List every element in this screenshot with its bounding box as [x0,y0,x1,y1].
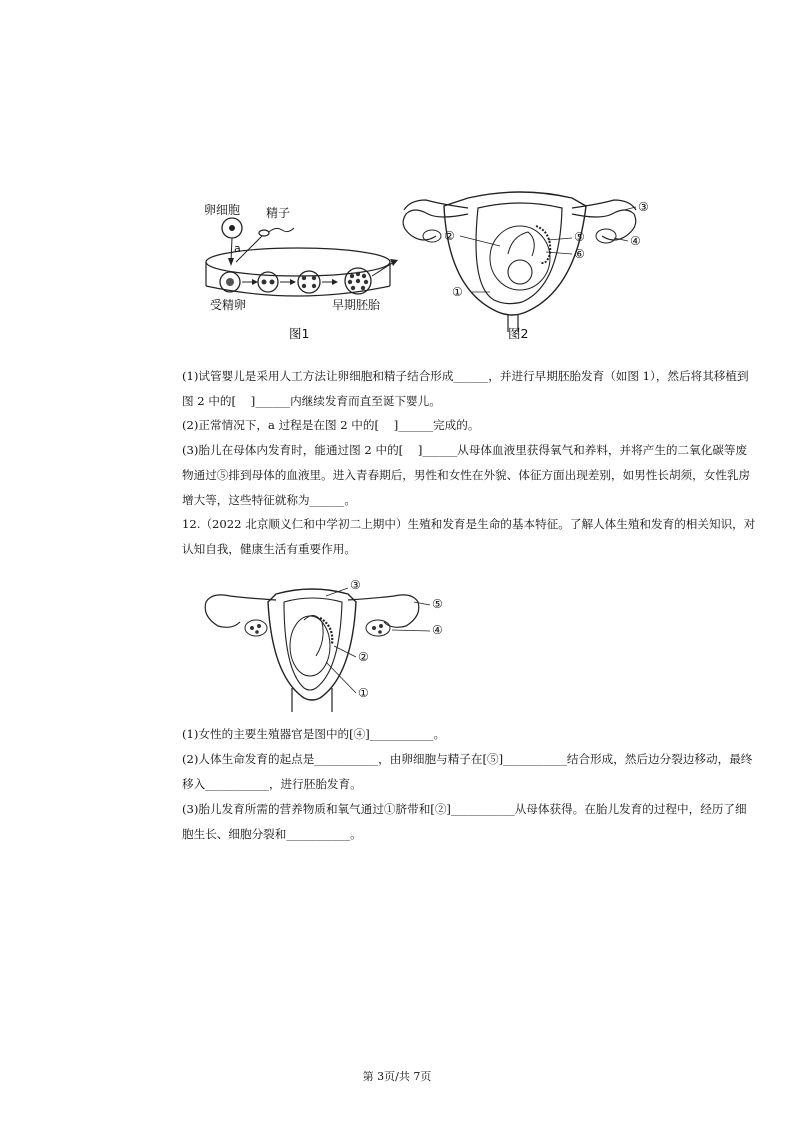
q11-part-2: (2)正常情况下，a 过程是在图 2 中的[ ]______完成的。 [182,418,480,432]
fig2-marker-1: ① [452,285,463,299]
figure-1-caption: 图1 [289,326,310,341]
figure-2-caption: 图2 [508,326,529,341]
page-number-footer: 第 3页/共 7页 [362,1070,432,1083]
fig2-marker-6: ⑥ [574,247,585,261]
fig2-marker-3: ③ [638,200,649,214]
q12-part-2: (2)人体生命发育的起点是___________，由卵细胞与精子在[⑤]___________结合形成，然后边分裂边移动，最终移入___________，进行胚胎发育。 [182,752,753,791]
fig3-marker-3: ③ [350,578,361,592]
q11-part-3: (3)胎儿在母体内发育时，能通过图 2 中的[ ]______从母体血液里获得氧气和养料，并将产生的二氧化碳等废物通过⑤排到母体的血液里。进入青春期后，男性和女性在外貌、体征方面出现差别，如男性长胡须，女性乳房增大等，这些特征就称为______。 [182,443,751,507]
fig3-marker-4: ④ [432,623,443,637]
q12-intro: 12.（2022 北京顺义仁和中学初二上期中）生殖和发育是生命的基本特征。了解人体生殖和发育的相关知识，对认知自我，健康生活有重要作用。 [182,517,756,556]
fig3-marker-2: ② [358,650,369,664]
fig2-marker-2: ② [444,229,455,243]
label-a: a [234,242,241,255]
q12-part-3: (3)胎儿发育所需的营养物质和氧气通过①脐带和[②]___________从母体获得。在胎儿发育的过程中，经历了细胞生长、细胞分裂和___________。 [182,802,747,841]
q11-part-1: (1)试管婴儿是采用人工方法让卵细胞和精子结合形成______，并进行早期胚胎发育（如图 1），然后将其移植到图 2 中的[ ]______内继续发育而直至诞下婴儿。 [182,369,749,408]
fig3-marker-1: ① [358,686,369,700]
q12-part-1: (1)女性的主要生殖器官是图中的[④]___________。 [182,727,446,741]
label-sperm: 精子 [266,206,291,220]
label-zygote: 受精卵 [210,298,247,312]
fig3-marker-5: ⑤ [432,597,443,611]
label-early-embryo: 早期胚胎 [332,298,381,312]
label-egg-cell: 卵细胞 [204,203,241,217]
fig2-marker-5: ⑤ [574,230,585,244]
fig2-marker-4: ④ [630,234,641,248]
